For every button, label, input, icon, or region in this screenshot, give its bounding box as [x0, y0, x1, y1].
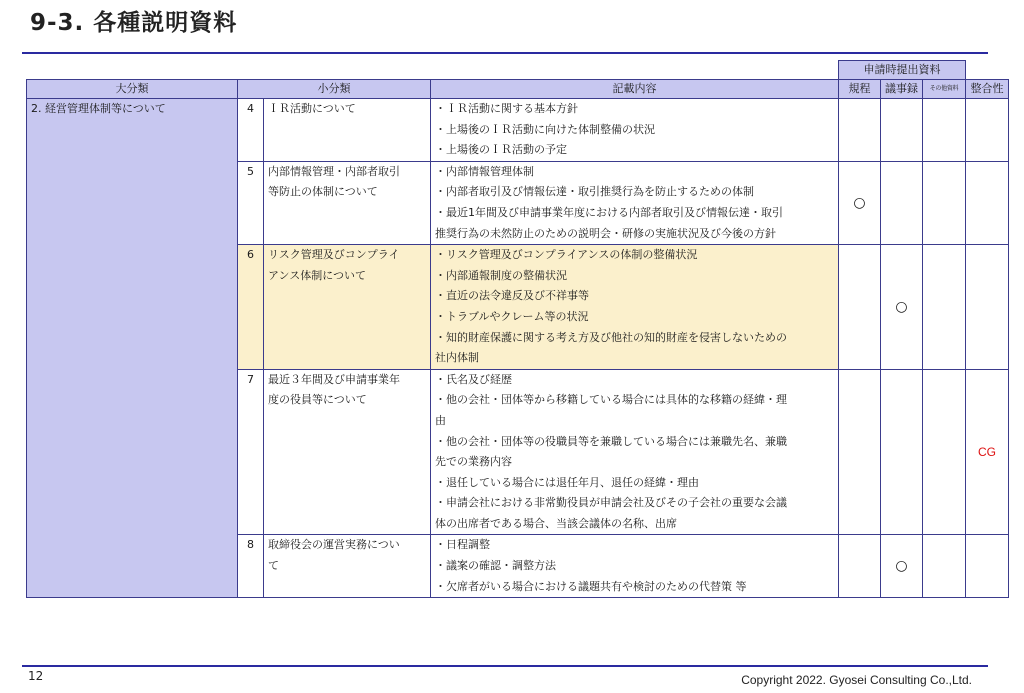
content-line: ・上場後のＩＲ活動の予定 [435, 143, 567, 157]
content-line: 先での業務内容 [435, 455, 512, 469]
rules-cell [839, 99, 881, 162]
row-number: 5 [238, 161, 264, 244]
category-cell: 2. 経営管理体制等について [27, 99, 238, 598]
content-line: ・議案の確認・調整方法 [435, 559, 556, 573]
rules-cell [839, 369, 881, 535]
documents-table [26, 60, 1009, 598]
consistency-cell [966, 161, 1009, 244]
consistency-cell: CG [966, 369, 1009, 535]
content-line: ・他の会社・団体等から移籍している場合には具体的な移籍の経緯・理 [435, 393, 787, 407]
footer-divider [22, 665, 988, 667]
other-cell [923, 161, 966, 244]
content-line: ・日程調整 [435, 538, 490, 552]
content-line: ・内部通報制度の整備状況 [435, 268, 567, 282]
submission-docs-header: 申請時提出資料 [839, 61, 966, 80]
minor-cell [264, 161, 431, 244]
other-cell [923, 369, 966, 535]
minutes-cell [881, 99, 923, 162]
content-line: ・ＩＲ活動に関する基本方針 [435, 102, 578, 115]
content-line: 体の出席者である場合、当該会議体の名称、出席 [435, 516, 677, 530]
row-number: 8 [238, 535, 264, 598]
content-line: ・申請会社における非常勤役員が申請会社及びその子会社の重要な会議 [435, 496, 787, 510]
col-rules-header: 規程 [839, 80, 881, 99]
minor-cell [264, 535, 431, 598]
minor-line: リスク管理及びコンプライ [268, 248, 400, 262]
minutes-cell: ○ [881, 535, 923, 598]
minor-cell [264, 245, 431, 370]
other-cell [923, 245, 966, 370]
minor-line: 内部情報管理・内部者取引 [268, 164, 400, 178]
content-line: 社内体制 [435, 351, 479, 365]
row-number: 6 [238, 245, 264, 370]
minutes-cell [881, 161, 923, 244]
content-cell [431, 245, 839, 370]
minor-line: 度の役員等について [268, 393, 367, 407]
content-line: ・最近1年間及び申請事業年度における内部者取引及び情報伝達・取引 [435, 205, 783, 219]
minutes-cell [881, 369, 923, 535]
content-cell [431, 99, 839, 162]
minor-line: て [268, 559, 279, 573]
other-cell [923, 535, 966, 598]
other-cell [923, 99, 966, 162]
content-line: ・欠席者がいる場合における議題共有や検討のための代替策 等 [435, 579, 747, 593]
consistency-cell [966, 535, 1009, 598]
minor-line: 最近３年間及び申請事業年 [268, 372, 400, 386]
content-line: ・内部者取引及び情報伝達・取引推奨行為を防止するための体制 [435, 185, 754, 199]
minor-line: ＩＲ活動について [268, 102, 356, 115]
minutes-cell: ○ [881, 245, 923, 370]
minor-line: アンス体制について [268, 268, 367, 282]
col-minutes-header: 議事録 [881, 80, 923, 99]
content-line: ・内部情報管理体制 [435, 164, 534, 178]
content-line: ・リスク管理及びコンプライアンスの体制の整備状況 [435, 248, 698, 262]
col-consistency-header: 整合性 [966, 80, 1009, 99]
content-cell [431, 369, 839, 535]
page-title: 9-3. 各種説明資料 [30, 10, 238, 36]
minor-cell [264, 369, 431, 535]
title-divider [22, 52, 988, 54]
content-line: ・他の会社・団体等の役職員等を兼職している場合には兼職先名、兼職 [435, 434, 787, 448]
row-number: 4 [238, 99, 264, 162]
content-line: ・上場後のＩＲ活動に向けた体制整備の状況 [435, 122, 655, 136]
header-group-row [27, 61, 1009, 80]
minor-line: 等防止の体制について [268, 185, 378, 199]
content-line: 推奨行為の未然防止のための説明会・研修の実施状況及び今後の方針 [435, 226, 776, 240]
table-row [27, 99, 1009, 162]
rules-cell: ○ [839, 161, 881, 244]
content-line: ・退任している場合には退任年月、退任の経緯・理由 [435, 475, 699, 489]
rules-cell [839, 535, 881, 598]
content-cell [431, 161, 839, 244]
consistency-cell [966, 99, 1009, 162]
content-line: 由 [435, 413, 446, 427]
page-number: 12 [28, 669, 44, 683]
copyright-text: Copyright 2022. Gyosei Consulting Co.,Ltd. [741, 673, 972, 687]
minor-cell [264, 99, 431, 162]
col-other-header: その他資料 [923, 80, 966, 99]
content-line: ・氏名及び経歴 [435, 372, 512, 386]
consistency-cell [966, 245, 1009, 370]
rules-cell [839, 245, 881, 370]
header-row [27, 80, 1009, 99]
content-cell [431, 535, 839, 598]
content-line: ・直近の法令違反及び不祥事等 [435, 289, 589, 303]
col-major-header: 大分類 [27, 80, 238, 99]
col-minor-header: 小分類 [238, 80, 431, 99]
col-content-header: 記載内容 [431, 80, 839, 99]
content-line: ・知的財産保護に関する考え方及び他社の知的財産を侵害しないための [435, 330, 787, 344]
minor-line: 取締役会の運営実務につい [268, 538, 400, 552]
row-number: 7 [238, 369, 264, 535]
content-line: ・トラブルやクレーム等の状況 [435, 309, 589, 323]
